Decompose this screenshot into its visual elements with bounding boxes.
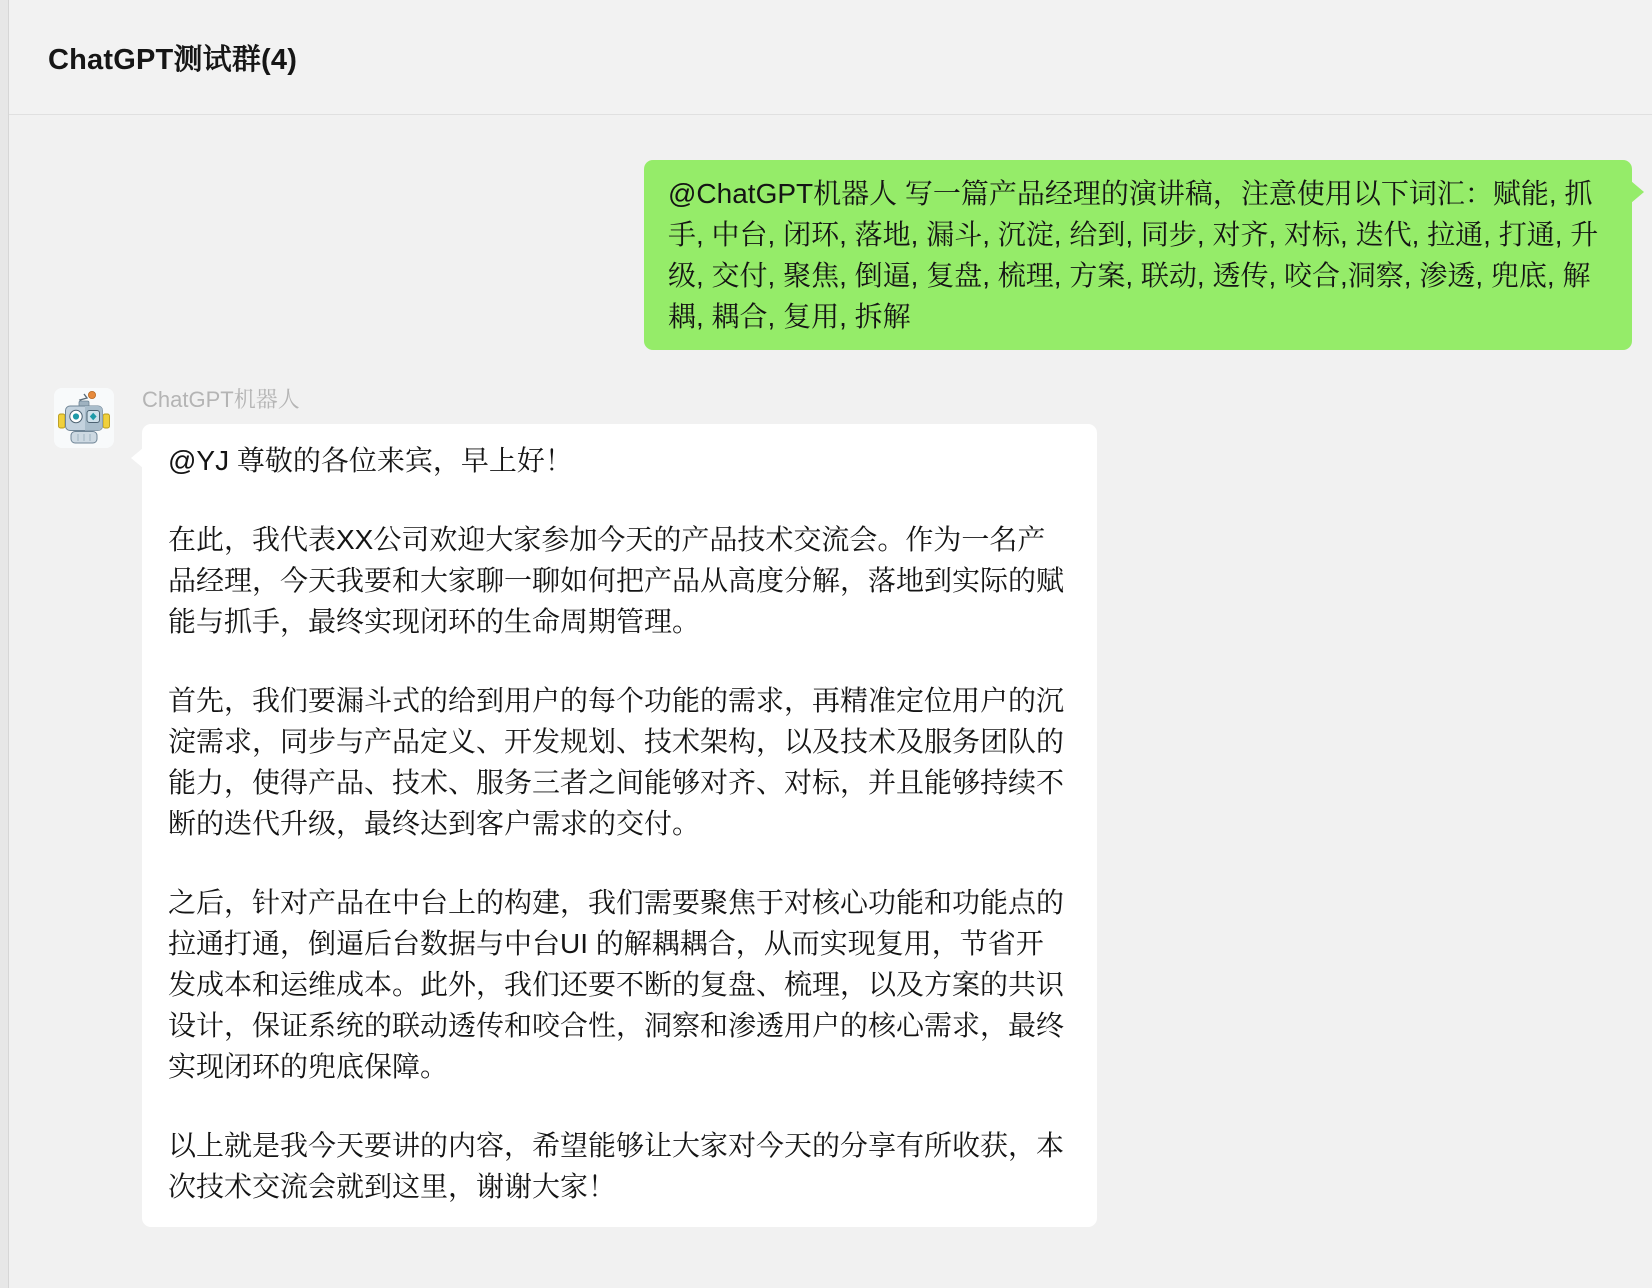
incoming-message-bubble[interactable] [142,424,1097,1227]
message-paragraph: 以上就是我今天要讲的内容，希望能够让大家对今天的分享有所收获，本次技术交流会就到这里，谢谢大家！ [168,1130,1065,1202]
outgoing-message-bubble[interactable] [644,160,1632,350]
robot-icon [54,388,114,448]
outgoing-message-row [9,160,1652,350]
chat-window [9,0,1652,1288]
incoming-message-row [9,388,1652,1227]
message-paragraph: 之后，针对产品在中台上的构建，我们需要聚焦于对核心功能和功能点的拉通打通，倒逼后台数据与中台UI 的解耦耦合，从而实现复用，节省开发成本和运维成本。此外，我们还要不断的复盘、梳理，以及方案的共识设计，保证系统的联动透传和咬合性，洞察和渗透用户的核心需求，最终实现闭环的兜底保障。 [168,887,1065,1082]
sidebar-edge-divider [0,0,9,1288]
outgoing-message-text: @ChatGPT机器人 写一篇产品经理的演讲稿，注意使用以下词汇：赋能, 抓手, 中台, 闭环, 落地, 漏斗, 沉淀, 给到, 同步, 对齐, 对标, 迭代, 拉通, 打通, 升级, 交付, 聚焦, 倒逼, 复盘, 梳理, 方案, 联动, 透传, 咬合,洞察, 渗透, 兜底, 解耦, 耦合, 复用, 拆解 [668,178,1599,332]
chat-message-area[interactable] [9,115,1652,1227]
chat-title: ChatGPT测试群(4) [48,43,298,76]
bot-avatar[interactable] [54,388,114,448]
incoming-message-column [142,388,1097,1227]
message-paragraph: @YJ 尊敬的各位来宾，早上好！ [168,445,573,476]
bubble-tail-right [1631,181,1644,203]
message-paragraph: 首先，我们要漏斗式的给到用户的每个功能的需求，再精准定位用户的沉淀需求，同步与产品定义、开发规划、技术架构，以及技术及服务团队的能力，使得产品、技术、服务三者之间能够对齐、对标，并且能够持续不断的迭代升级，最终达到客户需求的交付。 [168,685,1065,839]
message-paragraph: 在此，我代表XX公司欢迎大家参加今天的产品技术交流会。作为一名产品经理，今天我要和大家聊一聊如何把产品从高度分解，落地到实际的赋能与抓手，最终实现闭环的生命周期管理。 [168,524,1065,637]
chat-header [9,0,1652,115]
sender-name: ChatGPT机器人 [142,387,300,412]
bubble-tail-left [131,448,143,468]
